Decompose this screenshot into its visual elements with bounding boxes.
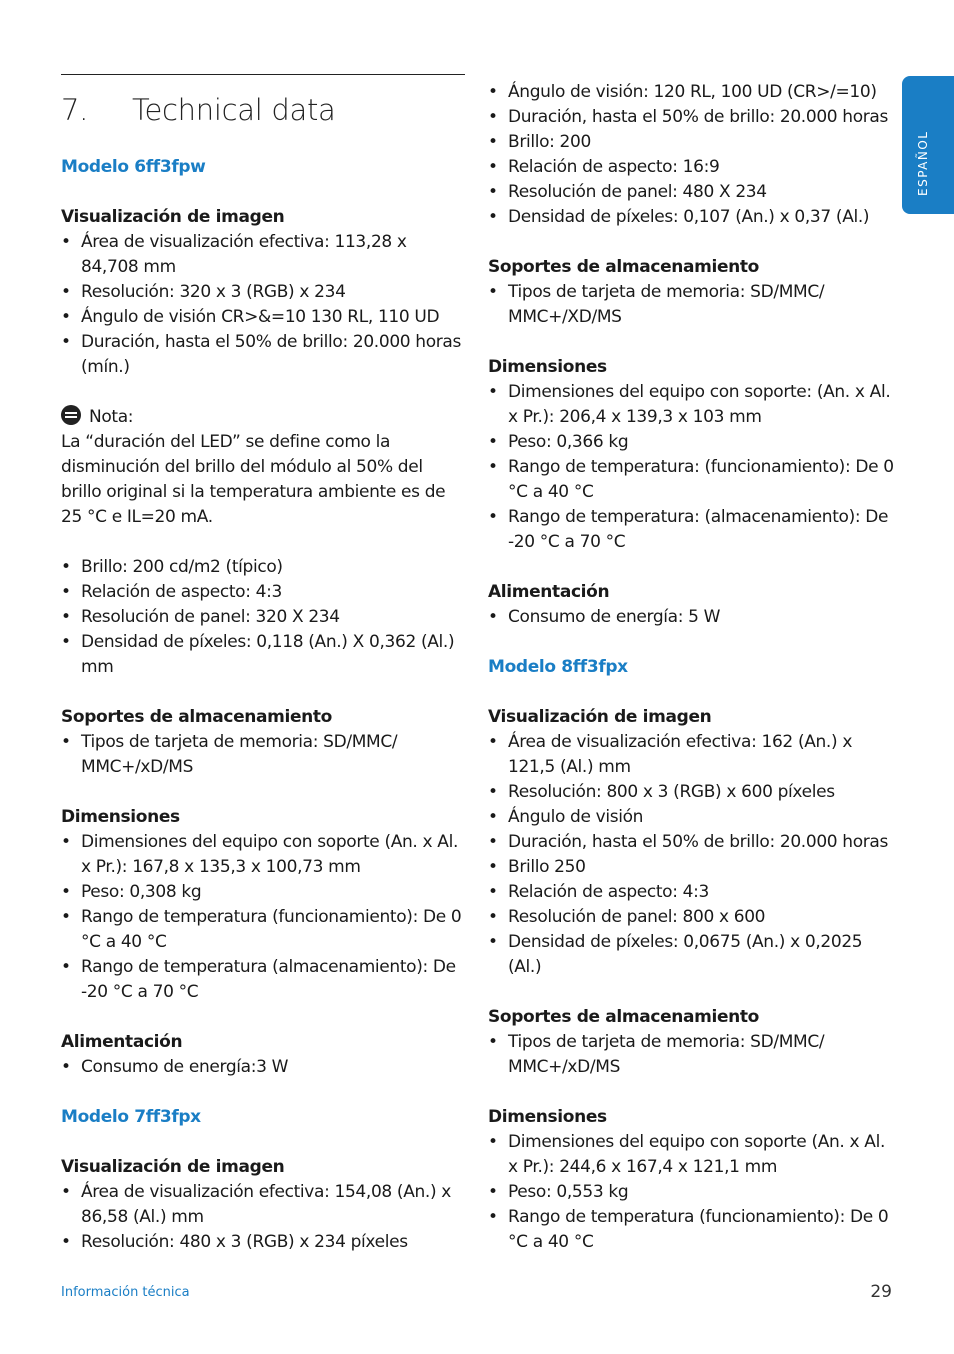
- spec-item: [488, 155, 898, 180]
- section-heading: Visualización de imagen: [61, 207, 285, 227]
- spec-item-text: Rango de temperatura (almacenamiento): De -20 °C a 70 °C: [81, 957, 456, 1002]
- spec-list: [488, 1130, 898, 1255]
- left-column: [61, 155, 465, 1255]
- spec-list: [488, 730, 898, 980]
- bullet-icon: •: [488, 607, 498, 627]
- spec-item: [488, 1205, 898, 1255]
- spec-item-text: Rango de temperatura: (funcionamiento): De 0 °C a 40 °C: [508, 457, 894, 502]
- spec-item-text: Consumo de energía: 5 W: [508, 607, 721, 627]
- spec-list: [61, 730, 465, 780]
- bullet-icon: •: [488, 432, 498, 452]
- spec-list: [61, 1180, 465, 1255]
- spec-item: [488, 1030, 898, 1080]
- right-column: [488, 80, 898, 1255]
- section-heading: Soportes de almacenamiento: [488, 1007, 760, 1027]
- spec-item: [488, 455, 898, 505]
- section-heading: Visualización de imagen: [61, 1157, 285, 1177]
- spec-item-text: Tipos de tarjeta de memoria: SD/MMC/ MMC+/xD/MS: [81, 732, 398, 777]
- bullet-icon: •: [488, 857, 498, 877]
- spec-item: [488, 505, 898, 555]
- bullet-icon: •: [488, 1182, 498, 1202]
- bullet-icon: •: [61, 907, 71, 927]
- spec-item: [61, 230, 465, 280]
- section-heading: Soportes de almacenamiento: [488, 257, 760, 277]
- bullet-icon: •: [488, 282, 498, 302]
- note-label: Nota:: [89, 407, 134, 427]
- spec-item: [61, 630, 465, 680]
- bullet-icon: •: [488, 832, 498, 852]
- bullet-icon: •: [61, 1232, 71, 1252]
- spec-item-text: Brillo: 200 cd/m2 (típico): [81, 557, 283, 577]
- spec-item-text: Tipos de tarjeta de memoria: SD/MMC/ MMC+/XD/MS: [508, 282, 825, 327]
- spec-item-text: Rango de temperatura: (almacenamiento): De -20 °C a 70 °C: [508, 507, 889, 552]
- spec-item-text: Resolución: 320 x 3 (RGB) x 234: [81, 282, 346, 302]
- section-heading: Alimentación: [488, 582, 610, 602]
- chapter-number: 7.: [61, 93, 89, 127]
- bullet-icon: •: [488, 1207, 498, 1227]
- spec-item: [61, 555, 465, 580]
- footer-section-label: Información técnica: [61, 1285, 190, 1300]
- bullet-icon: •: [61, 282, 71, 302]
- spec-item: [488, 380, 898, 430]
- spec-item-text: Densidad de píxeles: 0,107 (An.) x 0,37 (Al.): [508, 207, 870, 227]
- bullet-icon: •: [488, 907, 498, 927]
- note-text: La “duración del LED” se define como la disminución del brillo del módulo al 50% del brillo original si la temperatura ambiente es de 25 °C e IL=20 mA.: [61, 432, 446, 527]
- section-heading: Dimensiones: [488, 1107, 607, 1127]
- spec-item: [61, 280, 465, 305]
- spec-item-text: Relación de aspecto: 16:9: [508, 157, 720, 177]
- bullet-icon: •: [488, 507, 498, 527]
- section-heading: Alimentación: [61, 1032, 183, 1052]
- spec-list: [61, 555, 465, 680]
- bullet-icon: •: [61, 882, 71, 902]
- spec-item-text: Duración, hasta el 50% de brillo: 20.000 horas: [508, 107, 888, 127]
- spec-item-text: Resolución de panel: 800 x 600: [508, 907, 766, 927]
- bullet-icon: •: [61, 557, 71, 577]
- spec-item: [61, 580, 465, 605]
- note-icon: [61, 405, 81, 425]
- spec-item: [488, 880, 898, 905]
- spec-item: [488, 430, 898, 455]
- spec-item-text: Resolución de panel: 320 X 234: [81, 607, 340, 627]
- bullet-icon: •: [61, 732, 71, 752]
- model-heading: Modelo 6ff3fpw: [61, 157, 206, 177]
- spec-item: [488, 180, 898, 205]
- bullet-icon: •: [488, 732, 498, 752]
- section-heading: Soportes de almacenamiento: [61, 707, 333, 727]
- bullet-icon: •: [61, 307, 71, 327]
- spec-list: [488, 280, 898, 330]
- spec-item-text: Brillo 250: [508, 857, 586, 877]
- spec-item: [488, 130, 898, 155]
- spec-item-text: Resolución: 800 x 3 (RGB) x 600 píxeles: [508, 782, 835, 802]
- spec-item-text: Rango de temperatura (funcionamiento): De 0 °C a 40 °C: [508, 1207, 889, 1252]
- bullet-icon: •: [488, 782, 498, 802]
- bullet-icon: •: [61, 957, 71, 977]
- bullet-icon: •: [488, 1132, 498, 1152]
- spec-item-text: Densidad de píxeles: 0,0675 (An.) x 0,2025 (Al.): [508, 932, 863, 977]
- spec-item-text: Brillo: 200: [508, 132, 591, 152]
- bullet-icon: •: [488, 457, 498, 477]
- spec-item: [61, 830, 465, 880]
- spec-item-text: Ángulo de visión CR>&=10 130 RL, 110 UD: [81, 307, 440, 327]
- spec-list: [488, 1030, 898, 1080]
- spec-item-text: Área de visualización efectiva: 154,08 (An.) x 86,58 (Al.) mm: [81, 1182, 452, 1227]
- spec-item: [61, 1180, 465, 1230]
- spec-list: [61, 830, 465, 1005]
- model-heading: Modelo 7ff3fpx: [61, 1107, 201, 1127]
- spec-item: [488, 205, 898, 230]
- spec-item: [488, 80, 898, 105]
- bullet-icon: •: [488, 882, 498, 902]
- spec-item-text: Relación de aspecto: 4:3: [81, 582, 282, 602]
- spec-item: [488, 905, 898, 930]
- spec-item: [488, 830, 898, 855]
- spec-item: [61, 305, 465, 330]
- language-tab: [902, 76, 954, 214]
- language-tab-label: ESPAÑOL: [916, 130, 930, 196]
- section-heading: Visualización de imagen: [488, 707, 712, 727]
- spec-item-text: Dimensiones del equipo con soporte: (An. x Al. x Pr.): 206,4 x 139,3 x 103 mm: [508, 382, 891, 427]
- bullet-icon: •: [61, 1057, 71, 1077]
- bullet-icon: •: [488, 82, 498, 102]
- spec-item: [488, 280, 898, 330]
- spec-item: [61, 1230, 465, 1255]
- bullet-icon: •: [488, 1032, 498, 1052]
- bullet-icon: •: [61, 232, 71, 252]
- page-number: 29: [870, 1282, 892, 1302]
- spec-item-text: Relación de aspecto: 4:3: [508, 882, 709, 902]
- spec-item-text: Peso: 0,308 kg: [81, 882, 202, 902]
- spec-item-text: Peso: 0,553 kg: [508, 1182, 629, 1202]
- header-rule: [61, 74, 465, 75]
- bullet-icon: •: [61, 582, 71, 602]
- spec-item-text: Resolución: 480 x 3 (RGB) x 234 píxeles: [81, 1232, 408, 1252]
- spec-item-text: Tipos de tarjeta de memoria: SD/MMC/ MMC+/xD/MS: [508, 1032, 825, 1077]
- spec-item: [488, 855, 898, 880]
- bullet-icon: •: [488, 207, 498, 227]
- spec-list: [61, 230, 465, 380]
- spec-item: [488, 1130, 898, 1180]
- bullet-icon: •: [488, 107, 498, 127]
- bullet-icon: •: [61, 1182, 71, 1202]
- chapter-heading: [61, 93, 336, 127]
- spec-item-text: Área de visualización efectiva: 113,28 x 84,708 mm: [81, 232, 407, 277]
- spec-item: [61, 880, 465, 905]
- spec-item-text: Área de visualización efectiva: 162 (An.) x 121,5 (Al.) mm: [508, 732, 853, 777]
- spec-item: [488, 105, 898, 130]
- bullet-icon: •: [488, 932, 498, 952]
- spec-item: [488, 605, 898, 630]
- spec-list: [488, 80, 898, 230]
- spec-item-text: Densidad de píxeles: 0,118 (An.) X 0,362 (Al.) mm: [81, 632, 455, 677]
- spec-item-text: Rango de temperatura (funcionamiento): De 0 °C a 40 °C: [81, 907, 462, 952]
- bullet-icon: •: [61, 832, 71, 852]
- bullet-icon: •: [488, 807, 498, 827]
- bullet-icon: •: [488, 132, 498, 152]
- section-heading: Dimensiones: [61, 807, 180, 827]
- spec-item: [488, 730, 898, 780]
- spec-item-text: Ángulo de visión: 120 RL, 100 UD (CR>/=10): [508, 82, 877, 102]
- spec-item: [488, 780, 898, 805]
- spec-item-text: Duración, hasta el 50% de brillo: 20.000 horas: [508, 832, 888, 852]
- spec-item: [61, 605, 465, 630]
- spec-list: [61, 1055, 465, 1080]
- spec-item: [61, 905, 465, 955]
- section-heading: Dimensiones: [488, 357, 607, 377]
- spec-item: [61, 1055, 465, 1080]
- bullet-icon: •: [61, 632, 71, 652]
- model-heading: Modelo 8ff3fpx: [488, 657, 628, 677]
- bullet-icon: •: [488, 182, 498, 202]
- spec-item-text: Resolución de panel: 480 X 234: [508, 182, 767, 202]
- spec-list: [488, 380, 898, 555]
- bullet-icon: •: [61, 332, 71, 352]
- bullet-icon: •: [61, 607, 71, 627]
- spec-item: [61, 730, 465, 780]
- spec-list: [488, 605, 898, 630]
- chapter-title: Technical data: [132, 93, 336, 127]
- spec-item-text: Peso: 0,366 kg: [508, 432, 629, 452]
- spec-item: [61, 330, 465, 380]
- spec-item-text: Ángulo de visión: [508, 807, 644, 827]
- spec-item: [61, 955, 465, 1005]
- spec-item: [488, 930, 898, 980]
- note-header: [61, 405, 465, 430]
- spec-item-text: Consumo de energía:3 W: [81, 1057, 289, 1077]
- spec-item: [488, 1180, 898, 1205]
- spec-item-text: Duración, hasta el 50% de brillo: 20.000 horas (mín.): [81, 332, 461, 377]
- spec-item-text: Dimensiones del equipo con soporte (An. x Al. x Pr.): 167,8 x 135,3 x 100,73 mm: [81, 832, 459, 877]
- spec-item-text: Dimensiones del equipo con soporte (An. x Al. x Pr.): 244,6 x 167,4 x 121,1 mm: [508, 1132, 886, 1177]
- bullet-icon: •: [488, 157, 498, 177]
- spec-item: [488, 805, 898, 830]
- bullet-icon: •: [488, 382, 498, 402]
